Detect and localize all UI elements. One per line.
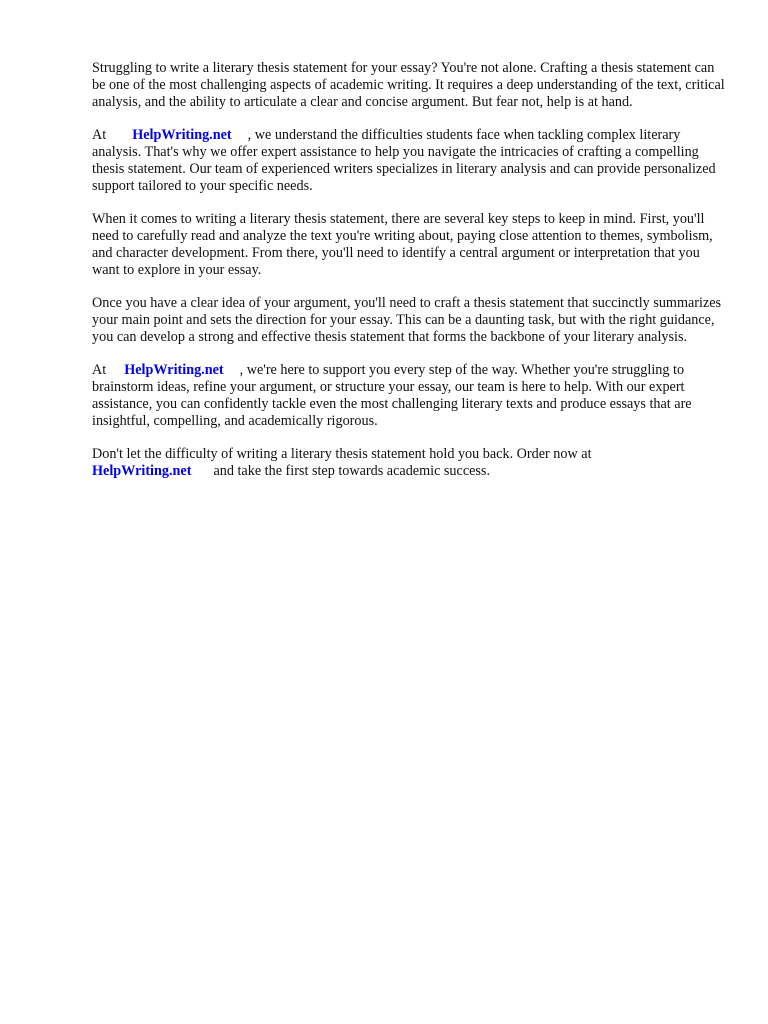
paragraph-suffix: and take the first step towards academic success.	[213, 463, 491, 479]
paragraph-helpwriting-intro	[92, 127, 728, 195]
helpwriting-link-3[interactable]: HelpWriting.net	[92, 463, 192, 479]
paragraph-key-steps: When it comes to writing a literary thesis statement, there are several key steps to keep in mind. First, you'll need to carefully read and analyze the text you're writing about, paying close attention to themes, symbolism, and character development. From there, you'll need to identify a central argument or interpretation that you want to explore in your essay.	[92, 211, 713, 278]
paragraph-support	[92, 362, 728, 430]
document-page	[92, 60, 728, 496]
paragraph-call-to-action	[92, 446, 728, 480]
paragraph-suffix: , we understand the difficulties students face when tackling complex literary analysis. That's why we offer expert assistance to help you navigate the intricacies of crafting a compelling thesis statement. Our team of experienced writers specializes in literary analysis and can provide personalized support tailored to your specific needs.	[92, 127, 716, 194]
paragraph-craft-thesis: Once you have a clear idea of your argument, you'll need to craft a thesis statement that succinctly summarizes your main point and sets the direction for your essay. This can be a daunting task, but with the right guidance, you can develop a strong and effective thesis statement that forms the backbone of your literary analysis.	[92, 295, 722, 345]
paragraph-prefix: Don't let the difficulty of writing a literary thesis statement hold you back. Order now at	[92, 446, 592, 462]
paragraph-intro: Struggling to write a literary thesis statement for your essay? You're not alone. Crafting a thesis statement can be one of the most challenging aspects of academic writing. It requires a deep understanding of the text, critical analysis, and the ability to articulate a clear and concise argument. But fear not, help is at hand.	[92, 60, 725, 110]
helpwriting-link-1[interactable]: HelpWriting.net	[132, 127, 232, 143]
paragraph-prefix: At	[92, 362, 107, 378]
helpwriting-link-2[interactable]: HelpWriting.net	[124, 362, 224, 378]
paragraph-suffix: , we're here to support you every step of the way. Whether you're struggling to brainstorm ideas, refine your argument, or structure your essay, our team is here to help. With our expert assistance, you can confidently tackle even the most challenging literary texts and produce essays that are insightful, compelling, and academically rigorous.	[92, 362, 692, 429]
paragraph-prefix: At	[92, 127, 107, 143]
